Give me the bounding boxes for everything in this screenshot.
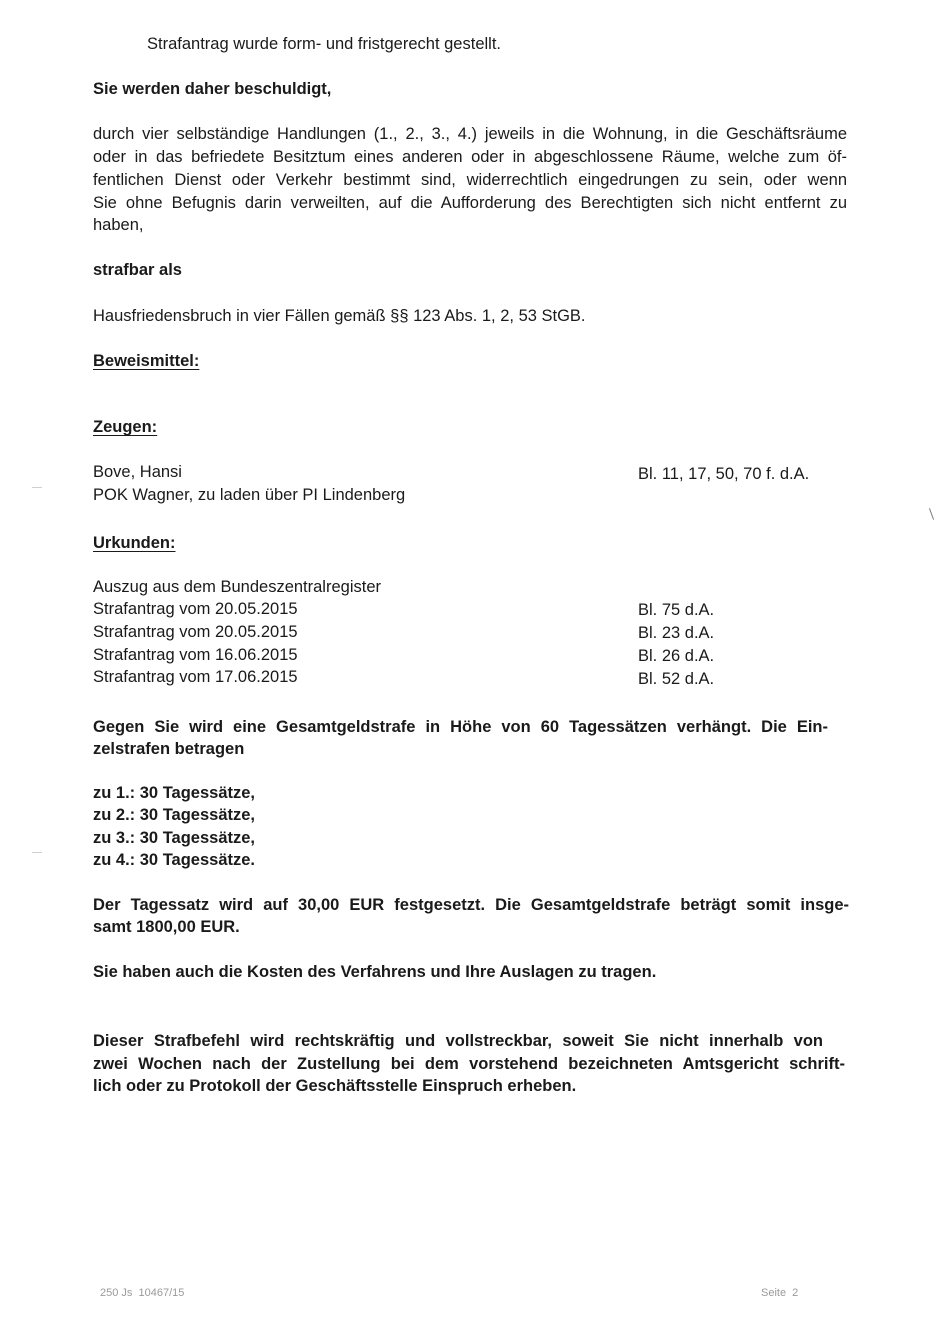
document-item: Strafantrag vom 17.06.2015 [93, 668, 298, 686]
document-reference: Bl. 23 d.A. [638, 624, 715, 642]
accusation-line: haben, [93, 216, 144, 234]
witness-name: POK Wagner, zu laden über PI Lindenberg [93, 486, 406, 504]
witnesses-heading: Zeugen: [93, 418, 158, 436]
document-item: Strafantrag vom 16.06.2015 [93, 646, 298, 664]
accusation-line: Sie ohne Befugnis darin verweilten, auf die Aufforderung des Berechtigten sich nicht entfernt zu [93, 194, 847, 212]
document-reference: Bl. 52 d.A. [638, 670, 715, 688]
witness-name: Bove, Hansi [93, 463, 182, 481]
document-reference: Bl. 26 d.A. [638, 647, 715, 665]
strafbar-heading: strafbar als [93, 261, 182, 279]
documents-heading: Urkunden: [93, 534, 176, 552]
penalty-line: Gegen Sie wird eine Gesamtgeldstrafe in Höhe von 60 Tagessätzen verhängt. Die Ein- [93, 718, 828, 736]
accusation-heading: Sie werden daher beschuldigt, [93, 80, 332, 98]
accusation-line: fentlichen Dienst oder Verkehr bestimmt sind, widerrechtlich eingedrungen zu sein, oder wenn [93, 171, 847, 189]
document-item: Strafantrag vom 20.05.2015 [93, 600, 298, 618]
daily-rate-line: samt 1800,00 EUR. [93, 918, 240, 936]
offense-text: Hausfriedensbruch in vier Fällen gemäß §§ 123 Abs. 1, 2, 53 StGB. [93, 307, 586, 325]
daily-rate-line: Der Tagessatz wird auf 30,00 EUR festgesetzt. Die Gesamtgeldstrafe beträgt somit insge- [93, 896, 849, 914]
witness-reference: Bl. 11, 17, 50, 70 f. d.A. [638, 465, 810, 483]
document-item: Auszug aus dem Bundeszentralregister [93, 578, 381, 596]
intro-text: Strafantrag wurde form- und fristgerecht gestellt. [147, 35, 501, 53]
scan-speck [32, 852, 42, 853]
finality-line: lich oder zu Protokoll der Geschäftsstelle Einspruch erheben. [93, 1077, 577, 1095]
accusation-line: durch vier selbständige Handlungen (1., 2., 3., 4.) jeweils in die Wohnung, in die Geschäftsräume [93, 125, 847, 143]
individual-penalty: zu 3.: 30 Tagessätze, [93, 829, 256, 847]
individual-penalty: zu 4.: 30 Tagessätze. [93, 851, 256, 869]
document-item: Strafantrag vom 20.05.2015 [93, 623, 298, 641]
scan-speck [929, 508, 934, 520]
evidence-heading: Beweismittel: [93, 352, 200, 370]
finality-line: zwei Wochen nach der Zustellung bei dem vorstehend bezeichneten Amtsgericht schrift- [93, 1055, 845, 1073]
accusation-line: oder in das befriedete Besitztum eines anderen oder in abgeschlossene Räume, welche zum öf- [93, 148, 847, 166]
individual-penalty: zu 2.: 30 Tagessätze, [93, 806, 256, 824]
individual-penalty: zu 1.: 30 Tagessätze, [93, 784, 256, 802]
costs-text: Sie haben auch die Kosten des Verfahrens und Ihre Auslagen zu tragen. [93, 963, 657, 981]
scan-speck [32, 487, 42, 488]
page-number: Seite 2 [761, 1287, 799, 1299]
document-reference: Bl. 75 d.A. [638, 601, 715, 619]
file-number: 250 Js 10467/15 [100, 1287, 185, 1299]
penalty-line: zelstrafen betragen [93, 740, 245, 758]
finality-line: Dieser Strafbefehl wird rechtskräftig und vollstreckbar, soweit Sie nicht innerhalb von [93, 1032, 823, 1050]
